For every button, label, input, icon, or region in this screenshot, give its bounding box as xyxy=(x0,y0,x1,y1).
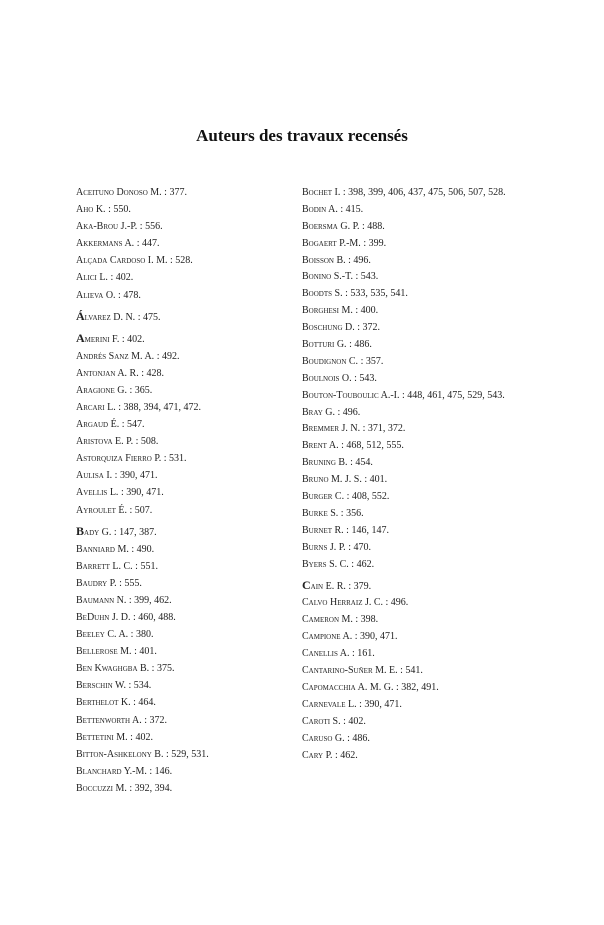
index-entry: Aulisa I. : 390, 471. xyxy=(76,470,158,482)
index-entry: Bettetini M. : 402. xyxy=(76,731,153,743)
index-entry: Burger C. : 408, 552. xyxy=(302,491,390,503)
index-entry: BeDuhn J. D. : 460, 488. xyxy=(76,611,176,623)
index-entry: Aho K. : 550. xyxy=(76,204,131,216)
index-entry: Byers S. C. : 462. xyxy=(302,558,375,570)
index-entry: Caruso G. : 486. xyxy=(302,732,370,744)
index-entry: Boodts S. : 533, 535, 541. xyxy=(302,288,408,300)
index-entry: Álvarez D. N. : 475. xyxy=(76,308,161,323)
index-entry: Aragione G. : 365. xyxy=(76,384,153,396)
index-entry: Boudignon C. : 357. xyxy=(302,355,384,367)
index-entry: Andrés Sanz M. A. : 492. xyxy=(76,350,180,362)
index-entry: Banniard M. : 490. xyxy=(76,543,155,555)
index-entry: Arcari L. : 388, 394, 471, 472. xyxy=(76,401,202,413)
index-entry: Burke S. : 356. xyxy=(302,507,364,519)
index-entry: Bellerose M. : 401. xyxy=(76,646,157,658)
index-entry: Burnet R. : 146, 147. xyxy=(302,524,389,536)
index-entry: Aristova E. P. : 508. xyxy=(76,436,159,448)
index-entry: Bodin A. : 415. xyxy=(302,203,364,215)
index-entry: Alieva O. : 478. xyxy=(76,289,141,301)
index-entry: Astorquiza Fierro P. : 531. xyxy=(76,453,187,465)
index-entry: Carnevale L. : 390, 471. xyxy=(302,698,402,710)
index-entry: Cary P. : 462. xyxy=(302,749,358,761)
index-entry: Bochet I. : 398, 399, 406, 437, 475, 506, 507, 528. xyxy=(302,187,506,198)
index-entry: Cameron M. : 398. xyxy=(302,614,379,626)
index-entry: Boulnois O. : 543. xyxy=(302,372,377,384)
index-entry: Baudry P. : 555. xyxy=(76,577,142,589)
index-entry: Baumann N. : 399, 462. xyxy=(76,594,172,606)
index-entry: Ayroulet É. : 507. xyxy=(76,504,153,516)
index-entry: Blanchard Y.-M. : 146. xyxy=(76,765,173,777)
index-entry: Boersma G. P. : 488. xyxy=(302,220,385,232)
index-entry: Aceituno Donoso M. : 377. xyxy=(76,187,187,198)
index-entry: Alici L. : 402. xyxy=(76,272,134,284)
index-entry: Aka-Brou J.-P. : 556. xyxy=(76,221,163,233)
index-entry: Cantarino-Suñer M. E. : 541. xyxy=(302,665,423,677)
index-entry: Argaud É. : 547. xyxy=(76,419,145,431)
index-entry: Capomacchia A. M. G. : 382, 491. xyxy=(302,681,439,693)
index-entry: Bray G. : 496. xyxy=(302,406,361,418)
index-entry: Bremmer J. N. : 371, 372. xyxy=(302,423,406,435)
index-column-right xyxy=(302,186,530,765)
index-entry: Campione A. : 390, 471. xyxy=(302,631,398,643)
index-column-left xyxy=(76,186,304,799)
index-entry: Bouton-Touboulic A.-I. : 448, 461, 475, 529, 543. xyxy=(302,389,505,401)
index-entry: Berthelot K. : 464. xyxy=(76,697,156,709)
index-entry: Borghesi M. : 400. xyxy=(302,305,379,317)
index-entry: Bruning B. : 454. xyxy=(302,457,373,469)
index-entry: Burns J. P. : 470. xyxy=(302,541,371,553)
page-title: Auteurs des travaux recensés xyxy=(196,126,408,145)
index-entry: Beeley C. A. : 380. xyxy=(76,629,154,641)
index-entry: Botturi G. : 486. xyxy=(302,339,372,351)
index-entry: Barrett L. C. : 551. xyxy=(76,560,158,572)
index-entry: Bettenworth A. : 372. xyxy=(76,714,168,726)
index-entry: Ben Kwaghgba B. : 375. xyxy=(76,663,175,675)
index-entry: Berschin W. : 534. xyxy=(76,680,152,692)
index-entry: Bruno M. J. S. : 401. xyxy=(302,474,388,486)
index-entry: Bitton-Ashkelony B. : 529, 531. xyxy=(76,748,209,760)
index-entry: Bogaert P.-M. : 399. xyxy=(302,237,387,249)
index-entry: Bady G. : 147, 387. xyxy=(76,523,157,538)
index-entry: Boisson B. : 496. xyxy=(302,254,371,266)
index-entry: Alçada Cardoso I. M. : 528. xyxy=(76,255,193,267)
index-entry: Caroti S. : 402. xyxy=(302,715,366,727)
index-entry: Amerini F. : 402. xyxy=(76,330,145,345)
index-entry: Calvo Herraiz J. C. : 496. xyxy=(302,597,409,609)
index-entry: Boschung D. : 372. xyxy=(302,322,381,334)
index-entry: Cain E. R. : 379. xyxy=(302,577,372,592)
index-entry: Avellis L. : 390, 471. xyxy=(76,487,164,499)
index-entry: Canellis A. : 161. xyxy=(302,648,375,660)
index-entry: Akkermans A. : 447. xyxy=(76,238,160,250)
index-entry: Antonjan A. R. : 428. xyxy=(76,367,164,379)
index-entry: Bonino S.-T. : 543. xyxy=(302,271,379,283)
index-entry: Brent A. : 468, 512, 555. xyxy=(302,440,404,452)
index-entry: Boccuzzi M. : 392, 394. xyxy=(76,782,173,794)
